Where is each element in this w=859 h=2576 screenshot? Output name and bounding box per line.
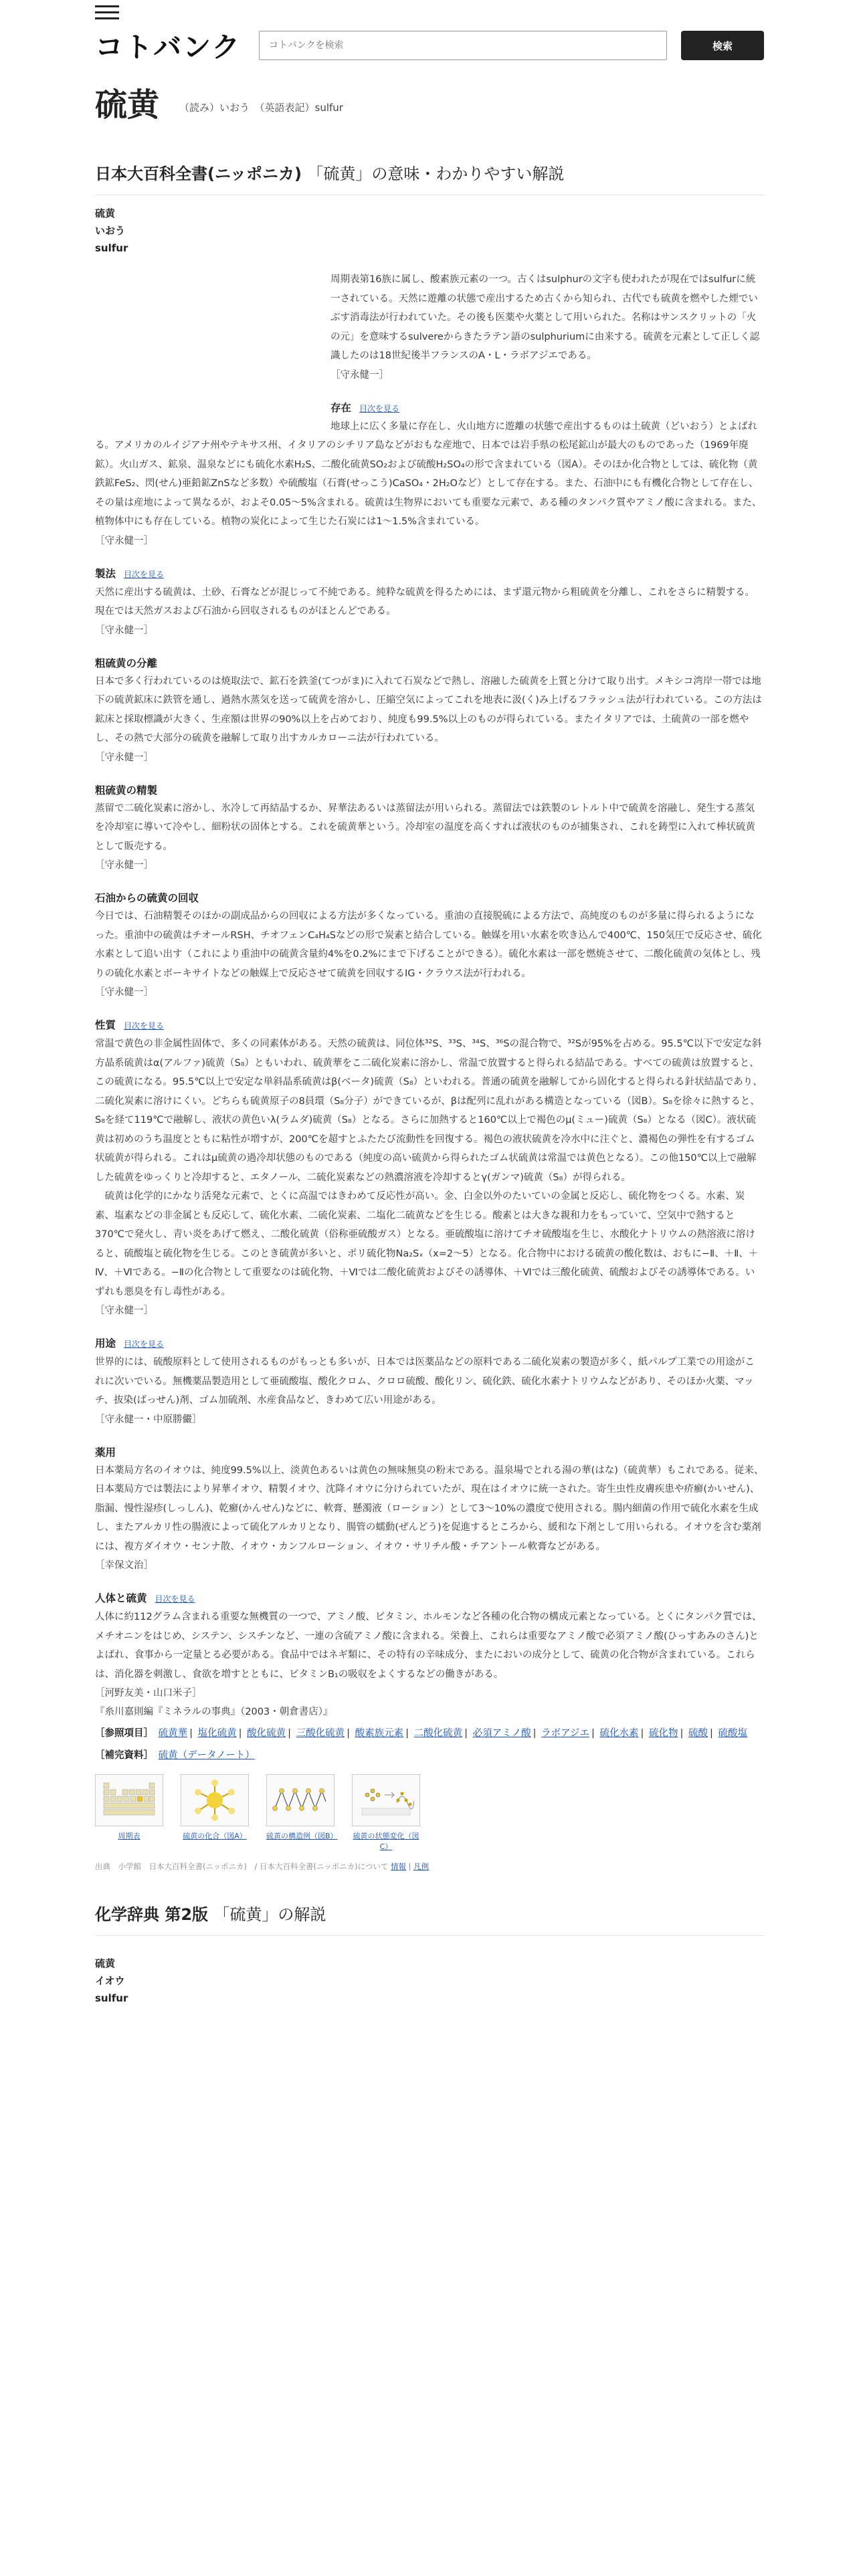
properties-paragraph-2: 硫黄は化学的にかなり活発な元素で、とくに高温ではきわめて反応性が高い。金、白金以外のたいていの金属と反応し、硫化物をつくる。水素、炭素、塩素などの非金属とも反応して、硫化水素、二硫化炭素、二塩化二硫黄などを生じる。酸素とは大きな親和力をもっていて、空気中で熱すると370℃で発火し、青い炎をあげて燃え、二酸化硫黄（俗称亜硫酸ガス）となる。亜硫酸塩に溶けてチオ硫酸塩を生じ、水酸化ナトリウムの熱溶液に溶けると、硫酸塩と硫化物を生じる。このとき硫黄が多いと、ポリ硫化物Na₂Sₓ（x=2〜5）となる。化合物中における硫黄の酸化数は、おもに−Ⅱ、＋Ⅱ、＋Ⅳ、＋Ⅵである。−Ⅱの化合物として重要なのは硫化物、＋Ⅵでは二酸化硫黄およびその誘導体、＋Ⅵでは三酸化硫黄、硫酸およびその誘導体である。いずれも悪臭を有し毒性がある。 <box>95 1191 759 1297</box>
search-button[interactable]: 検索 <box>681 31 764 60</box>
dictionary-name: 化学辞典 第2版 <box>95 1905 209 1924</box>
periodic-table-image[interactable] <box>95 1774 163 1826</box>
author: ［守永健一］ <box>95 535 153 546</box>
supplementary-link[interactable]: 硫黄（データノート） <box>158 1749 255 1761</box>
related-link[interactable]: 酸化硫黄 <box>247 1728 286 1739</box>
related-link[interactable]: 硫酸塩 <box>718 1728 748 1739</box>
heading-properties: 性質 <box>95 1019 116 1031</box>
thumbnail[interactable] <box>266 1774 338 1852</box>
related-link[interactable]: 硫黄華 <box>158 1728 188 1739</box>
site-logo[interactable]: コトバンク <box>95 31 242 64</box>
author: ［河野友美・山口米子］ <box>95 1688 202 1699</box>
supplementary-label: ［補完資料］ <box>95 1749 153 1761</box>
related-link[interactable]: 酸素族元素 <box>355 1728 404 1739</box>
source-note: 出典 小学館 日本大百科全書(ニッポニカ) / 日本大百科全書(ニッポニカ)について 情報 | 凡例 <box>95 1862 430 1871</box>
heading-separation: 粗硫黄の分離 <box>95 657 158 669</box>
thumbnail-caption[interactable]: 硫黄の化合（図A） <box>183 1832 247 1840</box>
term-reading: （読み）いおう （英語表記）sulfur <box>179 102 343 114</box>
intro-paragraph: 周期表第16族に属し、酸素族元素の一つ。古くはsulphurの文字も使われたが現在ではsulfurに統一されている。天然に遊離の状態で産出するため古くから知られ、古代でも硫黄を燃やした煙でいぶす消毒法が行われていた。その後も医薬や火薬として用いられた。名称はサンスクリットの「火の元」を意味するsulvereからきたラテン語のsulphuriumに由来する。硫黄を元素として正しく認識したのは18世紀後半フランスのA・L・ラボアジエである。 <box>330 274 760 361</box>
author: ［守永健一・中原勝儼］ <box>95 1414 202 1425</box>
sulfur-state-change-image[interactable] <box>352 1774 420 1826</box>
headword-reading: イオウ <box>95 1975 125 1987</box>
related-link[interactable]: 硫化水素 <box>599 1728 639 1739</box>
section-subtitle: 「硫黄」の解説 <box>213 1905 326 1924</box>
author: ［守永健一］ <box>95 987 153 998</box>
dictionary-name: 日本大百科全書(ニッポニカ) <box>95 165 302 183</box>
related-link[interactable]: 二酸化硫黄 <box>413 1728 463 1739</box>
author: ［守永健一］ <box>330 369 389 381</box>
related-link[interactable]: 必須アミノ酸 <box>472 1728 531 1739</box>
uses-paragraph: 世界的には、硫酸原料として使用されるものがもっとも多いが、日本では医薬品などの原料である二硫化炭素の製造が多く、紙パルプ工業での用途がこれに次いでいる。無機薬品製造用として亜硫酸塩、酸化クロム、クロロ硫酸、酸化リン、硫化鉄、硫化水素ナトリウムなどがあり、そのほか火薬、マッチ、抜染(ばっせん)剤、ゴム加硫剤、水産食品など、きわめて広い用途がある。 <box>95 1357 755 1406</box>
headword: 硫黄 <box>95 207 116 219</box>
heading-petroleum: 石油からの硫黄の回収 <box>95 892 199 904</box>
thumbnail[interactable] <box>352 1774 420 1852</box>
heading-human-body: 人体と硫黄 <box>95 1592 147 1604</box>
search-input[interactable] <box>259 31 667 60</box>
heading-refining: 粗硫黄の精製 <box>95 784 158 796</box>
related-link[interactable]: 硫化物 <box>649 1728 678 1739</box>
page-title: 硫黄 <box>95 86 160 124</box>
properties-paragraph-1: 常温で黄色の非金属性固体で、多くの同素体がある。天然の硫黄は、同位体³²S、³³S、³⁴S、³⁶Sの混合物で、³²Sが95%を占める。95.5℃以下で安定な斜方晶系硫黄はα(アルファ)硫黄（S₈）ともいわれ、硫黄華をこ二硫化炭素に溶かし、常温で放置すると得られる結晶である。すべての硫黄は放置すると、この硫黄になる。95.5℃以上で安定な単斜晶系硫黄はβ(ベータ)硫黄（S₈）といわれる。普通の硫黄を融解してから固化すると得られる針状結晶であり、二硫化炭素に溶けにくい。どちらも硫黄原子の8員環（S₈分子）ができているが、βは配列に乱れがある構造となっている（図B）。S₈を徐々に熱すると、S₈を経て119℃で融解し、液状の黄色いλ(ラムダ)硫黄（S₈）となる。さらに加熱すると160℃以上で褐色のμ(ミュー)硫黄（S₈）となる（図C）。液状硫黄は初めのうち温度とともに粘性が増すが、200℃を超すとふたたび流動性を回復する。褐色の液状硫黄を冷水中に注ぐと、濃褐色の弾性を有するゴム状硫黄が得られる。これはμ硫黄の過冷却状態のものである（純度の高い硫黄から得られたゴム状硫黄は常温では黄色となる）。この他150℃以上で融解した硫黄をゆっくりと冷却すると、エタノール、二硫化炭素などの熱濃溶液を冷却するとγ(ガンマ)硫黄（S₈）が得られる。 <box>95 1039 763 1183</box>
related-items: ［参照項目］ 硫黄華 | 塩化硫黄 | 酸化硫黄 | 三酸化硫黄 | 酸素族元素 | 二酸化硫黄 | 必須アミノ酸 | ラボアジエ | 硫化水素 | 硫化物 | 硫酸 | 硫酸塩 <box>95 1728 748 1739</box>
medicine-paragraph: 日本薬局方名のイオウは、純度99.5%以上、淡黄色あるいは黄色の無味無臭の粉末である。温泉場でとれる湯の華(はな)（硫黄華）もこれである。従来、日本薬局方では製法により昇華イオウ、精製イオウ、沈降イオウに分けられていたが、現在はイオウに統一された。寄生虫性皮膚疾患や疥癬(かいせん)、脂漏、慢性湿疹(しっしん)、乾癬(かんせん)などに、軟膏、懸濁液（ローション）として3〜10%の濃度で使用される。腸内細菌の作用で硫化水素を生成し、またアルカリ性の腸液によって硫化アルカリとなり、腸管の蠕動(ぜんどう)を促進するところから、緩和な下剤として用いられる。イオウを含む薬剤には、複方ダイオウ・センナ散、イオウ・カンフルローション、イオウ・サリチル酸・チアントール軟膏などがある。 <box>95 1465 764 1552</box>
related-link[interactable]: 塩化硫黄 <box>197 1728 237 1739</box>
section-subtitle: 「硫黄」の意味・わかりやすい解説 <box>307 165 565 183</box>
headword-english: sulfur <box>95 1992 128 2004</box>
author: ［守永健一］ <box>95 1305 153 1316</box>
petroleum-paragraph: 今日では、石油精製そのほかの副成品からの回収による方法が多くなっている。重油の直接脱硫による方法で、高純度のものが多量に得られるようになった。重油中の硫黄はチオールRSH、チオフェンC₄H₄Sなどの形で炭素と結合している。触媒を用い水素を吹き込んで400℃、150気圧で反応させ、硫化水素として追い出す（これにより重油中の硫黄含量約4%を0.2%にまで下げることができる）。硫化水素は一部を燃焼させて、二酸化硫黄の気体とし、残りの硫化水素とボーキサイトなどの触媒上で反応させて硫黄を回収するIG・クラウス法が行われる。 <box>95 911 762 979</box>
toc-link[interactable]: 目次を見る <box>124 1021 165 1031</box>
author: ［幸保文治］ <box>95 1560 153 1571</box>
heading-medicine: 薬用 <box>95 1446 116 1459</box>
thumbnail[interactable] <box>181 1774 249 1852</box>
thumbnail[interactable] <box>95 1774 163 1852</box>
production-paragraph: 天然に産出する硫黄は、土砂、石膏などが混じって不純である。純粋な硫黄を得るためには、まず還元物から粗硫黄を分離し、これをさらに精製する。現在では天然ガスおよび石油から回収されるものがほとんどである。 <box>95 586 755 617</box>
dictionary-entry <box>95 205 764 2007</box>
source-link-info[interactable]: 情報 <box>390 1862 406 1871</box>
toc-link[interactable]: 目次を見る <box>124 1339 165 1349</box>
headword-reading: いおう <box>95 225 126 237</box>
toc-link[interactable]: 目次を見る <box>359 403 400 413</box>
author: ［守永健一］ <box>95 752 153 763</box>
thumbnail-caption[interactable]: 硫黄の構造例（図B） <box>266 1832 338 1840</box>
figure-thumbnails <box>95 1774 764 1852</box>
related-link[interactable]: ラボアジエ <box>541 1728 590 1739</box>
separation-paragraph: 日本で多く行われているのは焼取法で、鉱石を鉄釜(てつがま)に入れて石炭などで熱し、溶融した硫黄を上質と分けて取り出す。メキシコ湾岸一帯では地下の硫黄鉱床に鉄管を通し、過熱水蒸気を送って硫黄を溶かし、圧縮空気によってこれを地表に汲(く)み上げるフラッシュ法が行われている。この方法は鉱床と採取標識が大きく、生産額は世界の90%以上を占めており、純度も99.5%以上のものが得られている。またイタリアでは、土硫黄の一部を燃やし、その熱で大部分の硫黄を融解して取り出すカルカローニ法が行われている。 <box>95 675 762 744</box>
related-link[interactable]: 三酸化硫黄 <box>296 1728 345 1739</box>
section-header-chemistry <box>95 1901 764 1936</box>
sulfur-compound-image[interactable] <box>181 1774 249 1826</box>
sulfur-structure-image[interactable] <box>266 1774 335 1826</box>
source-link-legend[interactable]: 凡例 <box>413 1862 430 1871</box>
toc-link[interactable]: 目次を見る <box>124 569 165 579</box>
author: ［守永健一］ <box>95 860 153 871</box>
refining-paragraph: 蒸留で二硫化炭素に溶かし、氷冷して再結晶するか、昇華法あるいは蒸留法が用いられる。蒸留法では鉄製のレトルト中で硫黄を溶融し、発生する蒸気を冷却室に導いて冷やし、細粉状の固体とする。これを硫黄華という。冷却室の温度を高くすれば液状のものが捕集され、これを鋳型に入れて棒状硫黄として販売する。 <box>95 802 755 852</box>
source-text: 出典 小学館 日本大百科全書(ニッポニカ) / 日本大百科全書(ニッポニカ)について <box>95 1862 389 1871</box>
thumbnail-caption[interactable]: 周期表 <box>118 1832 140 1840</box>
existence-paragraph: 地球上に広く多量に存在し、火山地方に遊離の状態で産出するものは土硫黄（どいおう）とよばれる。アメリカのルイジアナ州やテキサス州、イタリアのシチリア島などがおもな産地で、日本では岩手県の松尾鉱山が最大のものであった（1969年廃鉱）。火山ガス、鉱泉、温泉などにも硫化水素H₂S、二酸化硫黄SO₂および硫酸H₂SO₄の形で含まれている（図A）。そのほか化合物としては、硫化物（黄鉄鉱FeS₂、閃(せん)亜鉛鉱ZnSなど多数）や硫酸塩（石膏(せっこう)CaSO₄・2H₂Oなど）として存在する。また、石油中にも有機化合物として存在し、その量は産地によって異なるが、およそ0.05〜5%含まれる。硫黄は生物界においても重要な元素で、ある種のタンパク質やアミノ酸に含まれる。また、植物体中にも存在している。植物の炭化によって生じた石炭には1〜1.5%含まれている。 <box>95 421 762 527</box>
headword: 硫黄 <box>95 1957 116 1969</box>
reference: 『糸川嘉則編『ミネラルの事典』（2003・朝倉書店）』 <box>95 1707 333 1717</box>
author: ［守永健一］ <box>95 625 153 636</box>
related-label: ［参照項目］ <box>95 1728 153 1739</box>
dictionary-entry-chemistry <box>95 1955 764 2007</box>
heading-existence: 存在 <box>330 401 352 414</box>
menu-icon[interactable] <box>95 5 119 21</box>
heading-production: 製法 <box>95 567 116 580</box>
headword-english: sulfur <box>95 242 128 254</box>
section-header-nipponica <box>95 160 764 195</box>
heading-uses: 用途 <box>95 1337 116 1350</box>
related-link[interactable]: 硫酸 <box>688 1728 708 1739</box>
thumbnail-caption[interactable]: 硫黄の状態変化（図C） <box>353 1832 419 1851</box>
supplementary <box>95 1746 764 1765</box>
human-body-paragraph: 人体に約112グラム含まれる重要な無機質の一つで、アミノ酸、ビタミン、ホルモンなど各種の化合物の構成元素となっている。とくにタンパク質では、メチオニンをはじめ、システン、シスチンなど、一連の含硫アミノ酸に含まれる。栄養上、これらは重要なアミノ酸で必須アミノ酸(ひっすあみのさん)とよばれ、食事から一定量とる必要がある。食品中ではネギ類に、その特有の辛味成分、またにおいの成分として、硫黄の化合物が含まれている。これらは、消化器を刺激し、食欲を増すとともに、ビタミンB₁の吸収をよくするなどの働きがある。 <box>95 1612 762 1680</box>
toc-link[interactable]: 目次を見る <box>155 1594 195 1604</box>
